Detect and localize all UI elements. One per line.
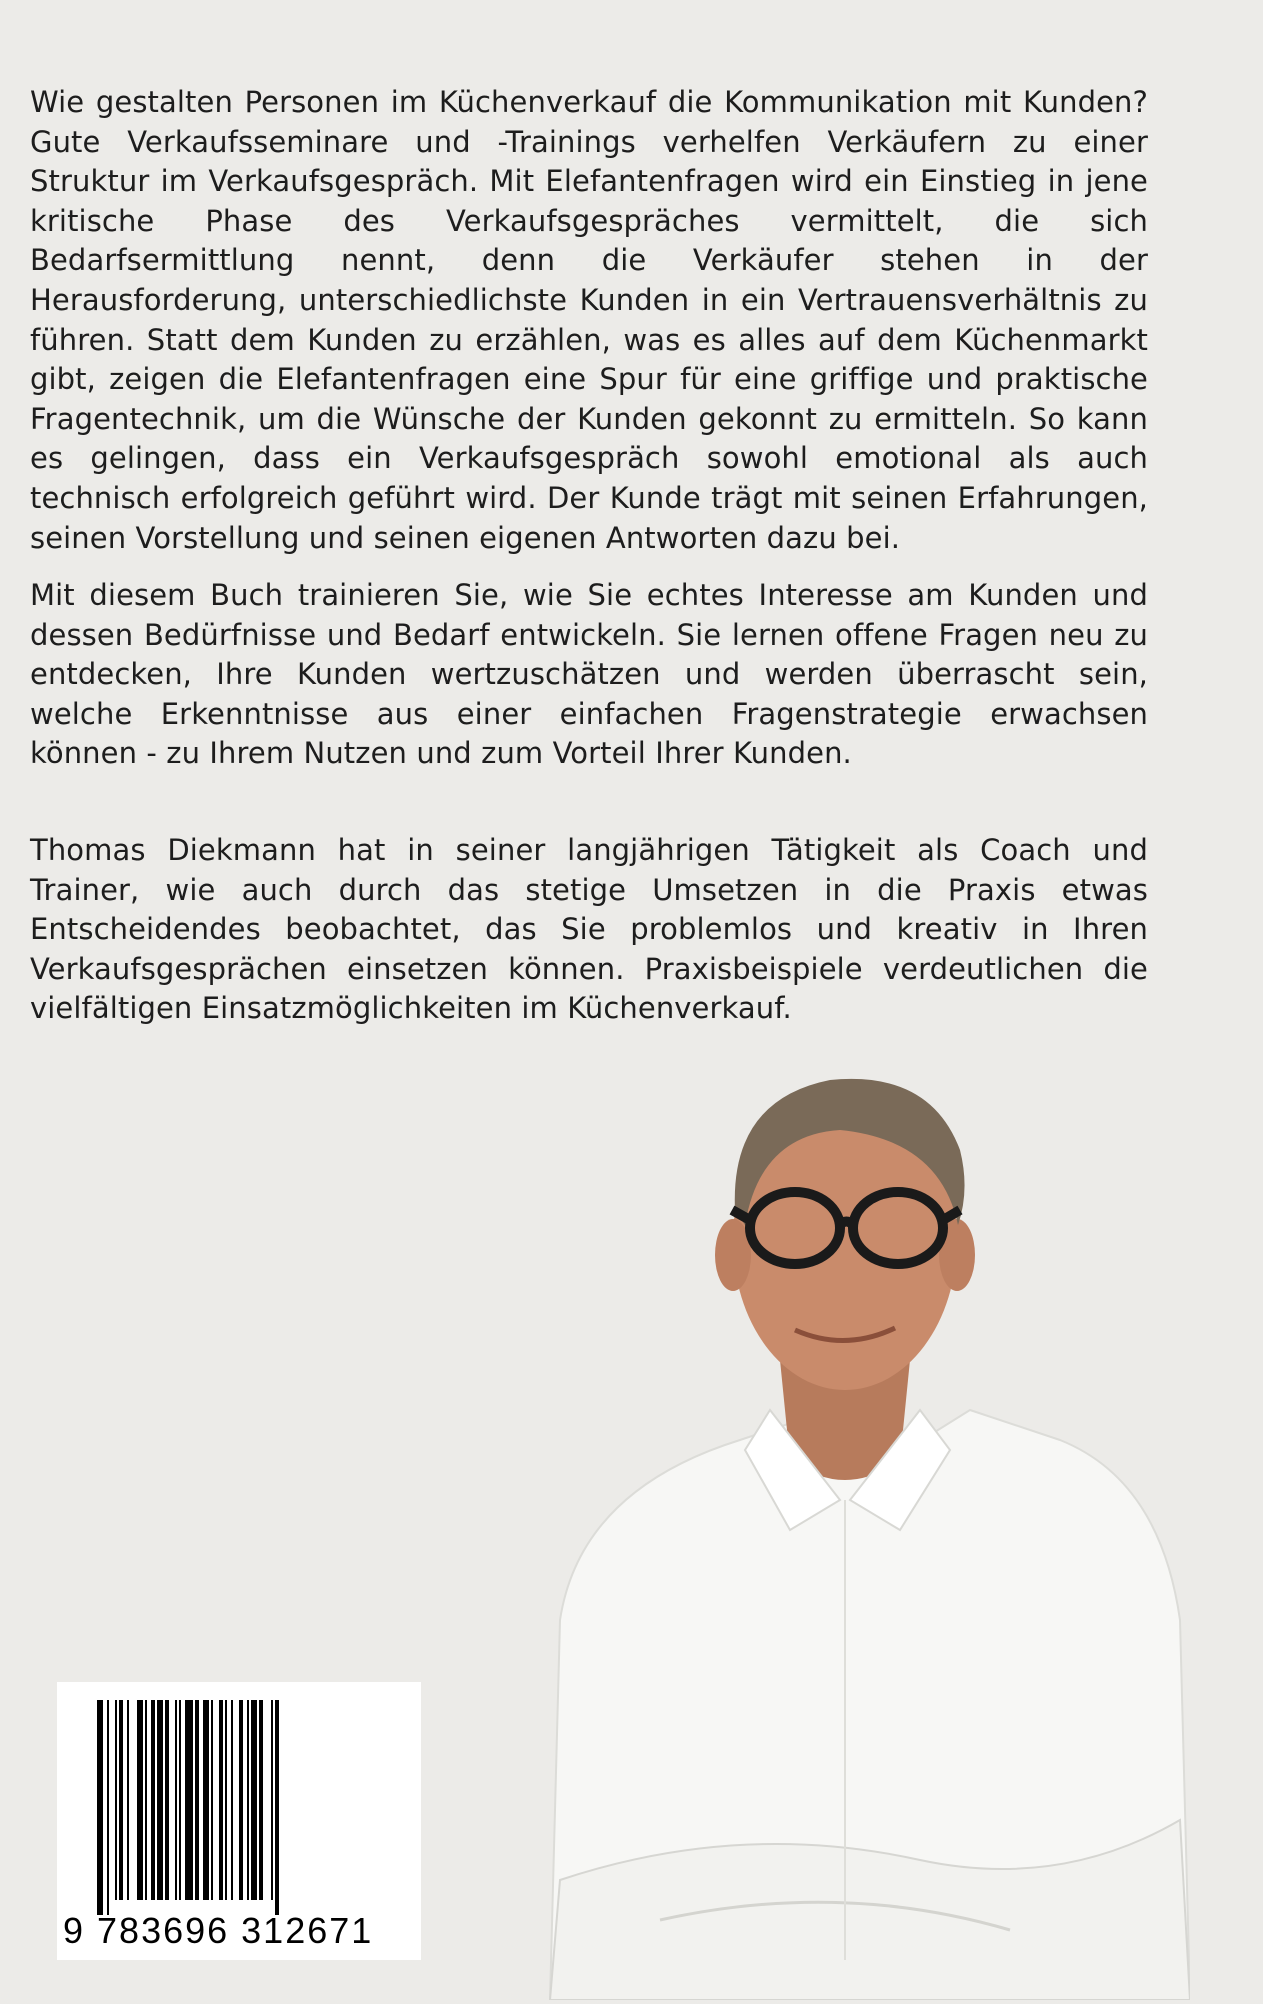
barcode-bar [195, 1700, 199, 1900]
barcode-bar [203, 1700, 209, 1900]
barcode-bar [157, 1700, 163, 1900]
barcode-bar [259, 1700, 263, 1900]
paragraph-text: Mit diesem Buch trainieren Sie, wie Sie echtes Interesse am Kunden und dessen Bedürfnisse und Bedarf entwickeln. Sie lernen offene Fragen neu zu entdecken, Ihre Kunden wertzuschätzen und werden überrascht sein, welche Erkenntnisse aus einer einfachen Fragenstrategie erwachsen können - zu Ihrem Nutzen und zum Vorteil Ihrer Kunden. [30, 578, 1148, 771]
barcode-bar [251, 1700, 257, 1900]
barcode-bar [165, 1700, 169, 1900]
author-portrait [540, 1060, 1190, 2000]
barcode-bar [145, 1700, 147, 1900]
barcode-bar [225, 1700, 227, 1900]
author-paragraph [30, 831, 1148, 1029]
barcode-bar [239, 1700, 243, 1900]
barcode-bar [137, 1700, 143, 1900]
paragraph-text: Wie gestalten Personen im Küchenverkauf die Kommunikation mit Kunden? Gute Verkaufsseminare und -Trainings verhelfen Verkäufern zu einer Struktur im Verkaufsgespräch. Mit Elefantenfragen wird ein Einstieg in jene kritische Phase des Verkaufsgespräches vermittelt, die sich Bedarfsermittlung nennt, denn die Verkäufer stehen in der Herausforderung, unterschiedlichste Kunden in ein Vertrauensverhältnis zu führen. Statt dem Kunden zu erzählen, was es alles auf dem Küchenmarkt gibt, zeigen die Elefantenfragen eine Spur für eine griffige und praktische Fragentechnik, um die Wünsche der Kunden gekonnt zu ermitteln. So kann es gelingen, dass ein Verkaufsgespräch sowohl emotional als auch technisch erfolgreich geführt wird. Der Kunde trägt mit seinen Erfahrungen, seinen Vorstellung und seinen eigenen Antworten dazu bei. [30, 85, 1148, 555]
paragraph-text: Thomas Diekmann hat in seiner langjährigen Tätigkeit als Coach und Trainer, wie auch durch das stetige Umsetzen in die Praxis etwas Entscheidendes beobachtet, das Sie problemlos und kreativ in Ihren Verkaufsgesprächen einsetzen können. Praxisbeispiele verdeutlichen die vielfältigen Einsatzmöglichkeiten im Küchenverkauf. [30, 833, 1148, 1026]
barcode-bar [185, 1700, 193, 1900]
barcode-bar [119, 1700, 123, 1900]
barcode-bar [231, 1700, 233, 1900]
barcode-bar [97, 1700, 103, 1915]
barcode-bar [151, 1700, 155, 1900]
barcode-bar [219, 1700, 223, 1900]
barcode-bars [57, 1682, 421, 1917]
barcode-bar [175, 1700, 177, 1900]
barcode-bar [107, 1700, 109, 1915]
blurb-paragraph-1 [30, 83, 1148, 558]
barcode-bar [115, 1700, 117, 1900]
barcode-bar [275, 1700, 279, 1915]
barcode-bar [211, 1700, 213, 1900]
isbn-number: 9 783696 312671 [63, 1910, 374, 1951]
barcode-bar [271, 1700, 273, 1900]
barcode-bar [247, 1700, 249, 1900]
barcode-bar [179, 1700, 181, 1900]
blurb-paragraph-2 [30, 576, 1148, 774]
barcode-bar [127, 1700, 129, 1900]
portrait-illustration [540, 1060, 1190, 2000]
isbn-barcode [57, 1682, 421, 1960]
